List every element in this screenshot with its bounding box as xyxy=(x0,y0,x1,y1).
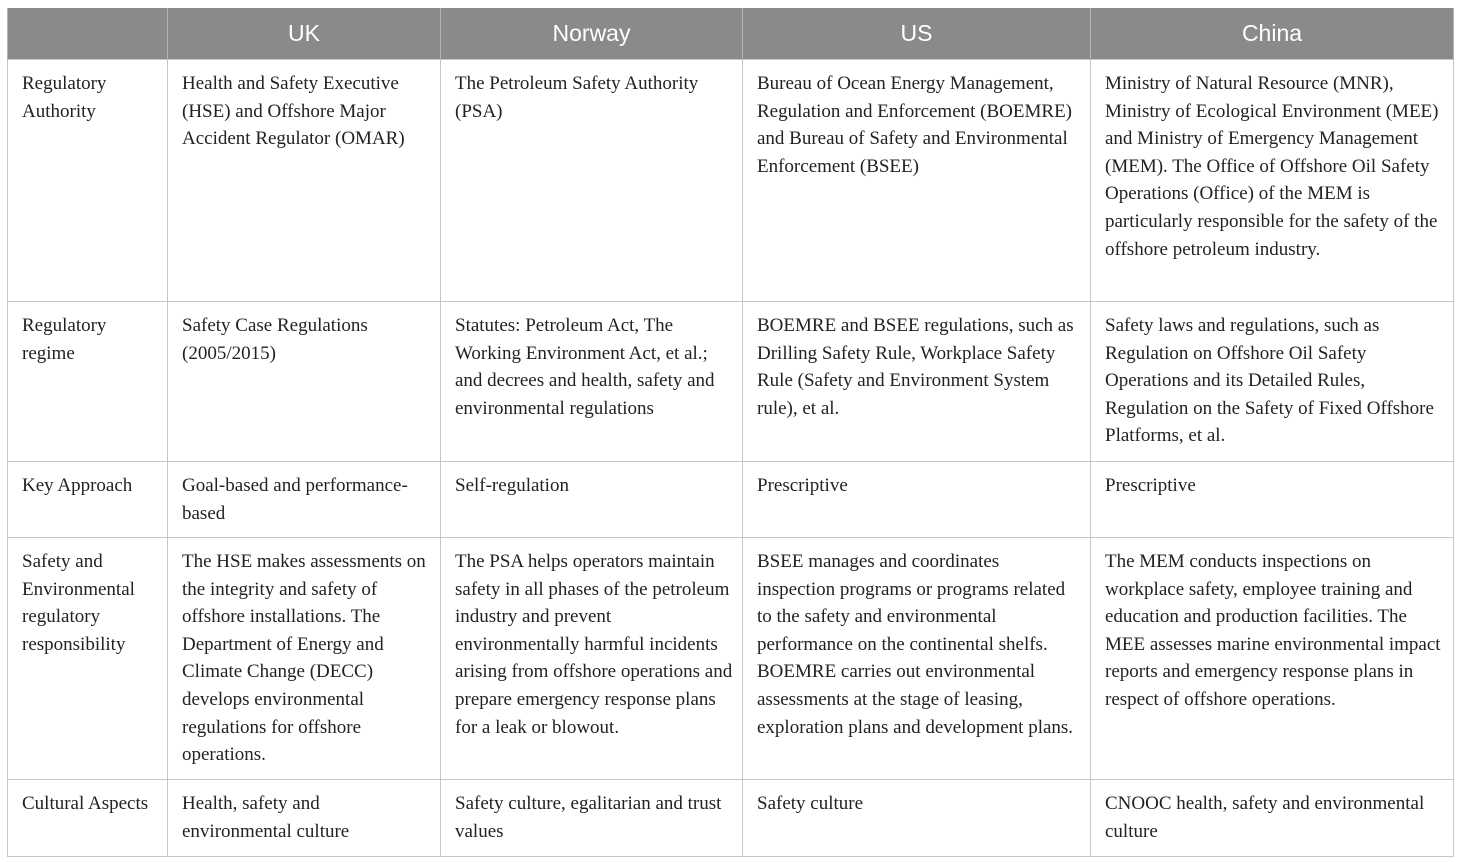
cell-china: Ministry of Natural Resource (MNR), Ministry of Ecological Environment (MEE) and Ministry of Emergency Management (MEM). The Office of Offshore Oil Safety Operations (Office) of the MEM is particularly responsible for the safety of the offshore petroleum industry. xyxy=(1091,60,1454,302)
row-label: Safety and Environmental regulatory responsibility xyxy=(8,538,168,780)
cell-norway: The PSA helps operators maintain safety in all phases of the petroleum industry and prevent environmentally harmful incidents arising from offshore operations and prepare emergency response plans for a leak or blowout. xyxy=(441,538,743,780)
header-uk: UK xyxy=(168,8,441,60)
row-regulatory-authority xyxy=(8,60,1454,302)
row-label: Regulatory Authority xyxy=(8,60,168,302)
header-norway: Norway xyxy=(441,8,743,60)
cell-us: BSEE manages and coordinates inspection programs or programs related to the safety and environmental performance on the continental shelfs. BOEMRE carries out environmental assessments at the stage of leasing, exploration plans and development plans. xyxy=(743,538,1091,780)
header-row xyxy=(8,8,1454,60)
cell-china: Prescriptive xyxy=(1091,462,1454,538)
cell-china: CNOOC health, safety and environmental culture xyxy=(1091,780,1454,857)
cell-uk: Health, safety and environmental culture xyxy=(168,780,441,857)
header-corner xyxy=(8,8,168,60)
row-label: Key Approach xyxy=(8,462,168,538)
cell-uk: Health and Safety Executive (HSE) and Offshore Major Accident Regulator (OMAR) xyxy=(168,60,441,302)
cell-norway: Safety culture, egalitarian and trust values xyxy=(441,780,743,857)
row-label: Regulatory regime xyxy=(8,302,168,462)
row-cultural-aspects xyxy=(8,780,1454,857)
cell-us: Prescriptive xyxy=(743,462,1091,538)
cell-uk: The HSE makes assessments on the integrity and safety of offshore installations. The Department of Energy and Climate Change (DECC) develops environmental regulations for offshore operations. xyxy=(168,538,441,780)
row-key-approach xyxy=(8,462,1454,538)
header-china: China xyxy=(1091,8,1454,60)
cell-china: The MEM conducts inspections on workplace safety, employee training and education and production facilities. The MEE assesses marine environmental impact reports and emergency response plans in respect of offshore operations. xyxy=(1091,538,1454,780)
cell-norway: Statutes: Petroleum Act, The Working Environment Act, et al.; and decrees and health, safety and environmental regulations xyxy=(441,302,743,462)
header-us: US xyxy=(743,8,1091,60)
row-regulatory-regime xyxy=(8,302,1454,462)
comparison-table xyxy=(7,8,1454,857)
row-label: Cultural Aspects xyxy=(8,780,168,857)
cell-norway: The Petroleum Safety Authority (PSA) xyxy=(441,60,743,302)
cell-uk: Goal-based and performance-based xyxy=(168,462,441,538)
cell-norway: Self-regulation xyxy=(441,462,743,538)
row-regulatory-responsibility xyxy=(8,538,1454,780)
cell-china: Safety laws and regulations, such as Regulation on Offshore Oil Safety Operations and its Detailed Rules, Regulation on the Safety of Fixed Offshore Platforms, et al. xyxy=(1091,302,1454,462)
cell-us: Safety culture xyxy=(743,780,1091,857)
cell-us: BOEMRE and BSEE regulations, such as Drilling Safety Rule, Workplace Safety Rule (Safety and Environment System rule), et al. xyxy=(743,302,1091,462)
cell-uk: Safety Case Regulations (2005/2015) xyxy=(168,302,441,462)
cell-us: Bureau of Ocean Energy Management, Regulation and Enforcement (BOEMRE) and Bureau of Safety and Environmental Enforcement (BSEE) xyxy=(743,60,1091,302)
